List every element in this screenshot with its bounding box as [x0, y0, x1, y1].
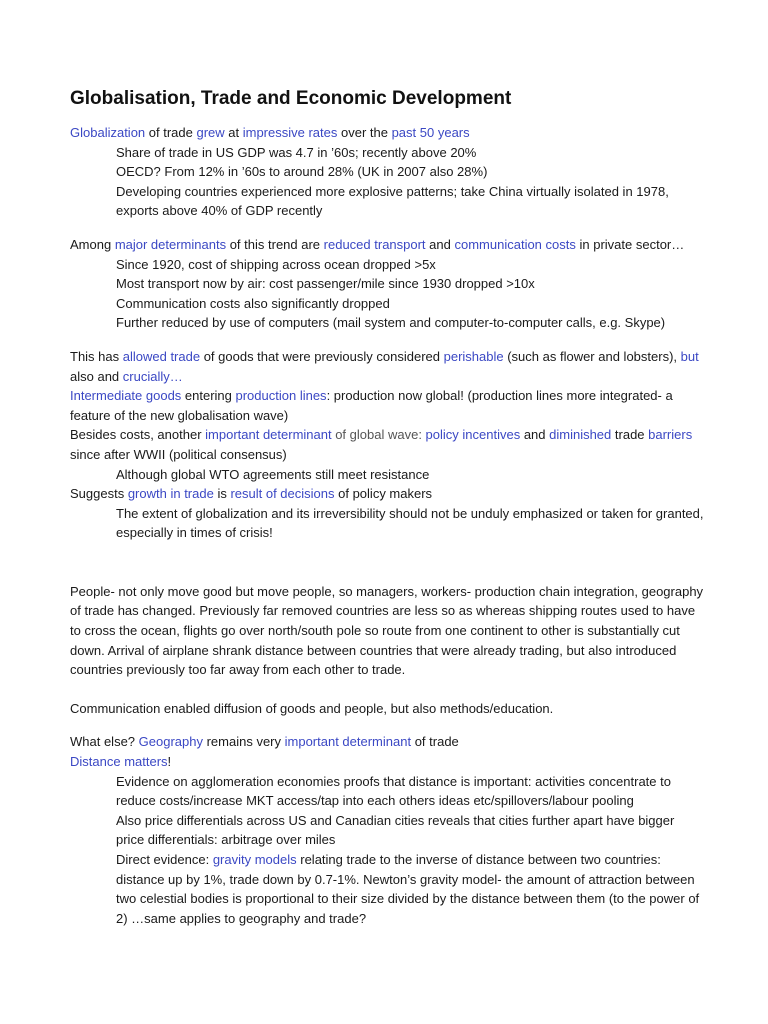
spacer [70, 333, 706, 347]
term-gravity-models: gravity models [212, 852, 297, 867]
spacer [70, 718, 706, 732]
indented-point: Communication costs also significantly dropped [116, 295, 390, 311]
term-crucially: crucially… [122, 368, 183, 384]
communication-paragraph: Communication enabled diffusion of goods and people, but also methods/education. [70, 700, 554, 716]
term-but: but [680, 348, 699, 364]
intermediate-goods-paragraph: Intermediate goods entering production lines: production now global! (production lines more integrated- a feature of the new globalisation wave) [70, 388, 673, 423]
globalization-intro: Globalization of trade grew at impressive rates over the past 50 years [70, 125, 470, 140]
document-page [70, 86, 706, 928]
term-result-of-decisions: result of decisions [230, 486, 335, 502]
trade-effects-section [70, 347, 706, 543]
term-communication-costs: communication costs [454, 236, 576, 252]
indented-point: Share of trade in US GDP was 4.7 in ’60s; recently above 20% [116, 144, 477, 160]
distance-matters: Distance matters! [70, 754, 172, 770]
indented-point: The extent of globalization and its irreversibility should not be unduly emphasized or taken for granted, especially in times of crisis! [116, 505, 704, 541]
term-growth-in-trade: growth in trade [127, 486, 214, 502]
determinants-intro: Among major determinants of this trend are reduced transport and communication costs in private sector… [70, 236, 685, 252]
term-barriers: barriers [648, 427, 693, 443]
determinants-section [70, 235, 706, 333]
term-policy-incentives: policy incentives [425, 427, 521, 443]
term-distance-matters: Distance matters [70, 754, 168, 770]
indented-point: Direct evidence: gravity models relating trade to the inverse of distance between two countries: distance up by 1%, trade down by 0.7-1%. Newton’s gravity model- the amount of attraction between two celestial bodies is proportional to their size divided by the distance between them (to the power of 2) …same applies to geography and trade? [116, 852, 700, 926]
term-reduced-transport: reduced transport [323, 236, 426, 252]
geography-intro: What else? Geography remains very important determinant of trade [70, 734, 459, 750]
spacer [70, 221, 706, 235]
people-paragraph: People- not only move good but move people, so managers, workers- production chain integration, geography of trade has changed. Previously far removed countries are less so as whereas shipping routes used to have to cross the ocean, flights go over north/south pole so route from one continent to other is substantially cut down. Arrival of airplane shrank distance between countries that were already trading, but also introduced countries previously too far away from each other to trade. [70, 583, 704, 678]
term-production-lines: production lines [235, 388, 327, 404]
policy-paragraph: Besides costs, another important determinant of global wave: policy incentives and diminished trade barriers since after WWII (political consensus) [70, 427, 693, 462]
document-title: Globalisation, Trade and Economic Development [70, 88, 512, 109]
geography-section [70, 732, 706, 928]
indented-point: Further reduced by use of computers (mail system and computer-to-computer calls, e.g. Skype) [116, 315, 666, 331]
indented-point: OECD? From 12% in ’60s to around 28% (UK in 2007 also 28%) [116, 164, 488, 180]
indented-point: Since 1920, cost of shipping across ocean dropped >5x [116, 256, 436, 272]
term-important-determinant: important determinant [205, 427, 332, 443]
spacer [70, 680, 706, 699]
allowed-trade-paragraph: This has allowed trade of goods that were previously considered perishable (such as flower and lobsters), but also and crucially… [70, 348, 699, 384]
term-allowed-trade: allowed trade [122, 348, 201, 364]
term-important-determinant: important determinant [284, 734, 412, 750]
term-impressive-rates: impressive rates [242, 125, 338, 140]
term-diminished: diminished [549, 427, 612, 443]
term-intermediate-goods: Intermediate goods [70, 388, 182, 404]
term-past-50-years: past 50 years [391, 125, 470, 140]
term-geography: Geography [138, 734, 203, 750]
term-perishable: perishable [443, 348, 504, 364]
term-major-determinants: major determinants [114, 236, 227, 252]
indented-point: Also price differentials across US and Canadian cities reveals that cities further apart have bigger price differentials: arbitrage over miles [116, 812, 675, 848]
globalization-section [70, 123, 706, 221]
term-globalization: Globalization [70, 125, 146, 140]
spacer [70, 543, 706, 582]
indented-point: Developing countries experienced more explosive patterns; take China virtually isolated in 1978, exports above 40% of GDP recently [116, 183, 669, 219]
indented-point: Although global WTO agreements still meet resistance [116, 466, 430, 482]
suggests-paragraph: Suggests growth in trade is result of decisions of policy makers [70, 486, 433, 502]
indented-point: Evidence on agglomeration economies proofs that distance is important: activities concentrate to reduce costs/increase MKT access/tap into each others ideas etc/spillovers/labour pooling [116, 773, 671, 809]
indented-point: Most transport now by air: cost passenger/mile since 1930 dropped >10x [116, 276, 535, 292]
term-grew: grew [196, 125, 225, 140]
